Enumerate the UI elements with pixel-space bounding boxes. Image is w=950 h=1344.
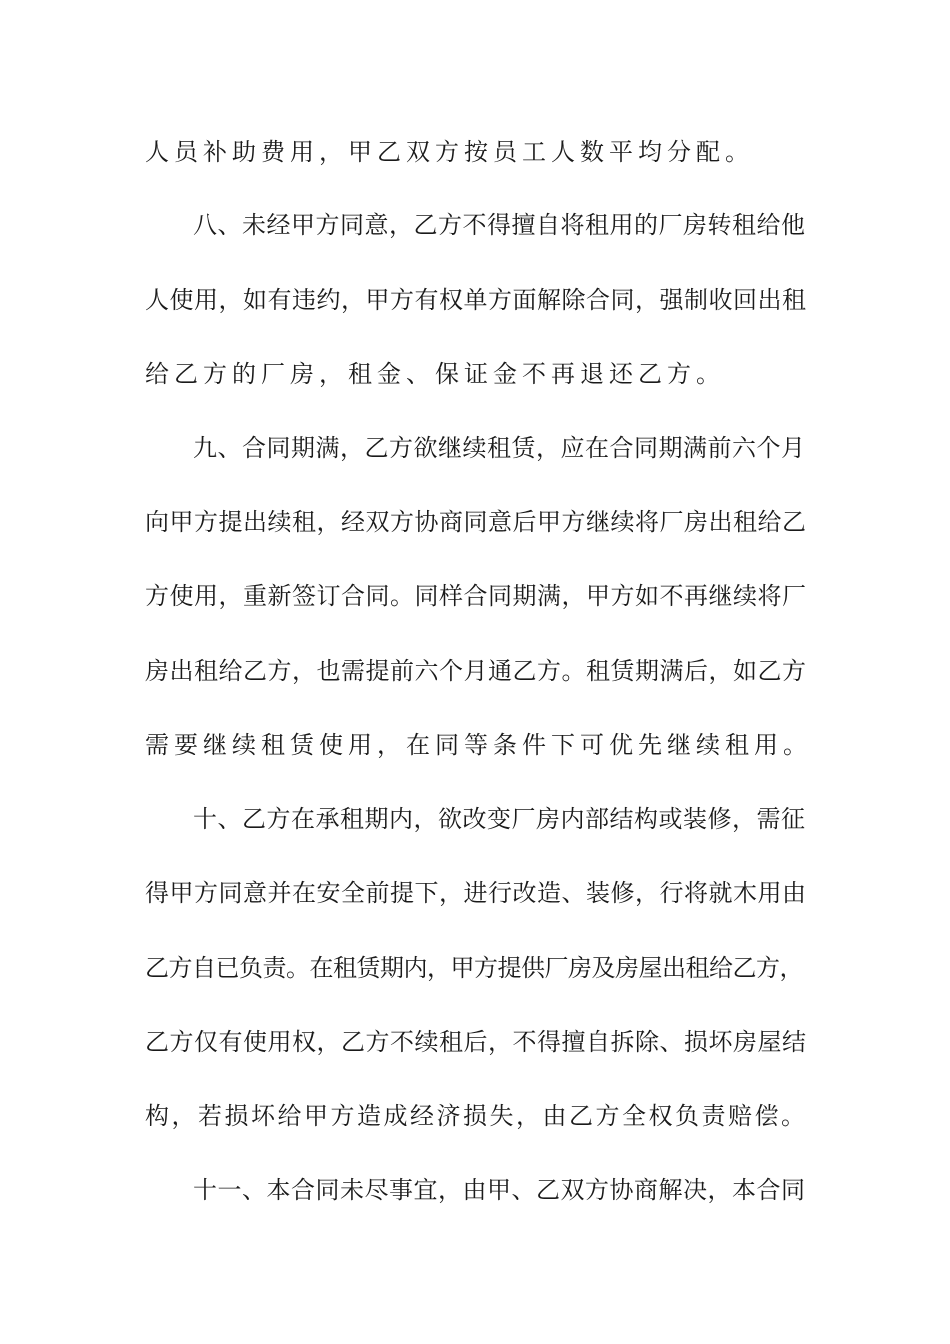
text-line: 得甲方同意并在安全前提下，进行改造、装修，行将就木用由: [145, 879, 807, 907]
text-line: 构，若损坏给甲方造成经济损失，由乙方全权负责赔偿。: [145, 1102, 808, 1130]
text-line: 九、合同期满，乙方欲继续租赁，应在合同期满前六个月: [193, 434, 806, 462]
text-line: 给乙方的厂房，租金、保证金不再退还乙方。: [145, 360, 725, 388]
text-line: 乙方仅有使用权，乙方不续租后，不得擅自拆除、损坏房屋结: [145, 1028, 807, 1056]
text-line: 八、未经甲方同意，乙方不得擅自将租用的厂房转租给他: [193, 211, 806, 239]
text-line: 人员补助费用，甲乙双方按员工人数平均分配。: [145, 138, 754, 166]
text-line: 方使用，重新签订合同。同样合同期满，甲方如不再继续将厂: [145, 582, 807, 610]
text-line: 人使用，如有违约，甲方有权单方面解除合同，强制收回出租: [145, 286, 807, 314]
text-line: 向甲方提出续租，经双方协商同意后甲方继续将厂房出租给乙: [145, 508, 807, 536]
text-line: 十一、本合同未尽事宜，由甲、乙双方协商解决，本合同: [193, 1176, 806, 1204]
text-line: 乙方自已负责。在租赁期内，甲方提供厂房及房屋出租给乙方，: [145, 954, 803, 982]
text-line: 需要继续租赁使用，在同等条件下可优先继续租用。: [145, 731, 812, 759]
text-line: 十、乙方在承租期内，欲改变厂房内部结构或装修，需征: [193, 805, 806, 833]
text-line: 房出租给乙方，也需提前六个月通乙方。租赁期满后，如乙方: [145, 657, 807, 685]
